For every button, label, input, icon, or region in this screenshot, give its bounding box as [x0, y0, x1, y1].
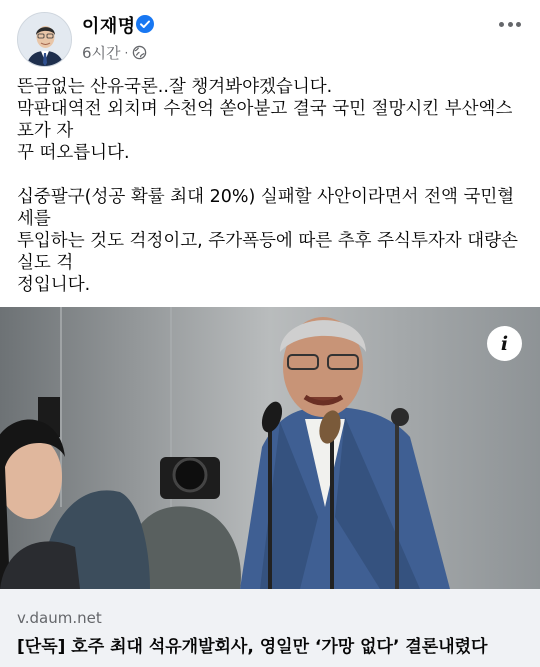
link-preview-image[interactable] — [0, 307, 540, 589]
post-line: 정입니다. — [17, 275, 91, 295]
post-header — [0, 0, 540, 70]
press-photo — [0, 307, 540, 589]
link-domain: v.daum.net — [17, 609, 102, 627]
avatar[interactable] — [17, 12, 72, 67]
info-icon[interactable]: i — [487, 326, 522, 361]
post-line: 꾸 떠오릅니다. — [17, 143, 130, 163]
more-dots-icon[interactable] — [499, 22, 521, 30]
post-line: 투입하는 것도 걱정이고, 주가폭등에 따른 추후 주식투자자 대량손실도 걱 — [17, 231, 518, 273]
meta-separator: · — [124, 45, 129, 60]
avatar-portrait — [18, 13, 72, 67]
link-title[interactable]: [단독] 호주 최대 석유개발회사, 영일만 ‘가망 없다’ 결론내렸다 — [17, 637, 488, 657]
paragraph-gap — [17, 164, 527, 186]
globe-icon[interactable] — [132, 45, 147, 60]
verified-badge-icon — [136, 15, 154, 33]
author-name[interactable]: 이재명 — [82, 16, 136, 37]
post-line: 막판대역전 외치며 수천억 쏟아붇고 결국 국민 절망시킨 부산엑스포가 자 — [17, 99, 513, 141]
post-line: 십중팔구(성공 확률 최대 20%) 실패할 사안이라면서 전액 국민혈세를 — [17, 187, 515, 229]
post-time[interactable]: 6시간 — [82, 44, 121, 62]
link-preview-footer[interactable] — [0, 589, 540, 667]
post-line: 뜬금없는 산유국론..잘 챙겨봐야겠습니다. — [17, 77, 333, 97]
link-preview-card[interactable] — [0, 307, 540, 667]
post-meta — [82, 42, 147, 63]
